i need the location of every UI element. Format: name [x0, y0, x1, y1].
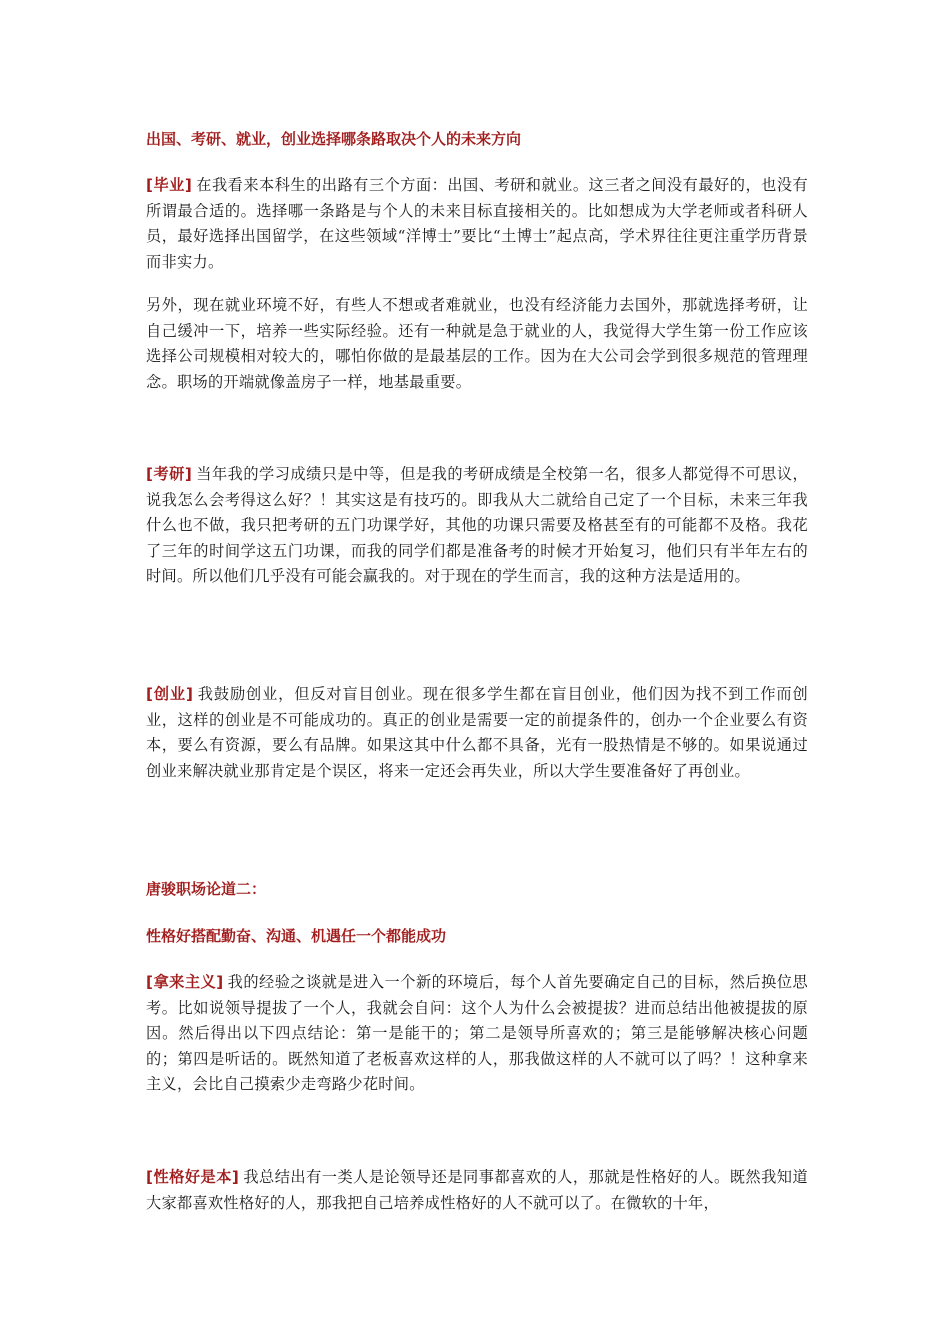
tag-personality: [性格好是本] [146, 1168, 240, 1186]
paragraph-text: 我鼓励创业，但反对盲目创业。现在很多学生都在盲目创业，他们因为找不到工作而创业，这样的创业是不可能成功的。真正的创业是需要一定的前提条件的，创办一个企业要么有资本，要么有资源，要么有品牌。如果这其中什么都不具备，光有一股热情是不够的。如果说通过创业来解决就业那肯定是个误区，将来一定还会再失业，所以大学生要准备好了再创业。 [146, 685, 808, 780]
paragraph-text: 我的经验之谈就是进入一个新的环境后，每个人首先要确定自己的目标，然后换位思考。比如说领导提拔了一个人，我就会自问：这个人为什么会被提拔？进而总结出他被提拔的原因。然后得出以下四点结论：第一是能干的；第二是领导所喜欢的；第三是能够解决核心问题的；第四是听话的。既然知道了老板喜欢这样的人，那我做这样的人不就可以了吗？！这种拿来主义，会比自己摸索少走弯路少花时间。 [146, 973, 808, 1094]
paragraph-text: 在我看来本科生的出路有三个方面：出国、考研和就业。这三者之间没有最好的，也没有所谓最合适的。选择哪一条路是与个人的未来目标直接相关的。比如想成为大学老师或者科研人员，最好选择出国留学，在这些领域“洋博士”要比“土博士”起点高，学术界往往更注重学历背景而非实力。 [146, 176, 808, 271]
tag-borrowing: [拿来主义] [146, 973, 224, 991]
tag-entrepreneurship: [创业] [146, 685, 194, 703]
tag-postgraduate: [考研] [146, 465, 193, 483]
paragraph-text: 另外，现在就业环境不好，有些人不想或者难就业，也没有经济能力去国外，那就选择考研，让自己缓冲一下，培养一些实际经验。还有一种就是急于就业的人，我觉得大学生第一份工作应该选择公司规模相对较大的，哪怕你做的是最基层的工作。因为在大公司会学到很多规范的管理理念。职场的开端就像盖房子一样，地基最重要。 [146, 296, 808, 391]
section-heading: 唐骏职场论道二： [146, 880, 267, 898]
section-heading: 性格好搭配勤奋、沟通、机遇任一个都能成功 [146, 927, 447, 945]
paragraph-personality [146, 1165, 808, 1216]
section-heading: 出国、考研、就业，创业选择哪条路取决个人的未来方向 [146, 130, 522, 148]
paragraph-employment [146, 293, 808, 395]
paragraph-text: 当年我的学习成绩只是中等，但是我的考研成绩是全校第一名，很多人都觉得不可思议，说我怎么会考得这么好？！其实这是有技巧的。即我从大二就给自己定了一个目标，未来三年我什么也不做，我只把考研的五门功课学好，其他的功课只需要及格甚至有的可能都不及格。我花了三年的时间学这五门功课，而我的同学们都是准备考的时候才开始复习，他们只有半年左右的时间。所以他们几乎没有可能会赢我的。对于现在的学生而言，我的这种方法是适用的。 [146, 465, 808, 586]
paragraph-postgraduate [146, 462, 808, 590]
paragraph-text: 我总结出有一类人是论领导还是同事都喜欢的人，那就是性格好的人。既然我知道大家都喜欢性格好的人，那我把自己培养成性格好的人不就可以了。在微软的十年， [146, 1168, 808, 1212]
paragraph-graduation [146, 173, 808, 275]
paragraph-borrowing [146, 970, 808, 1098]
tag-graduation: [毕业] [146, 176, 193, 194]
paragraph-entrepreneurship [146, 682, 808, 784]
